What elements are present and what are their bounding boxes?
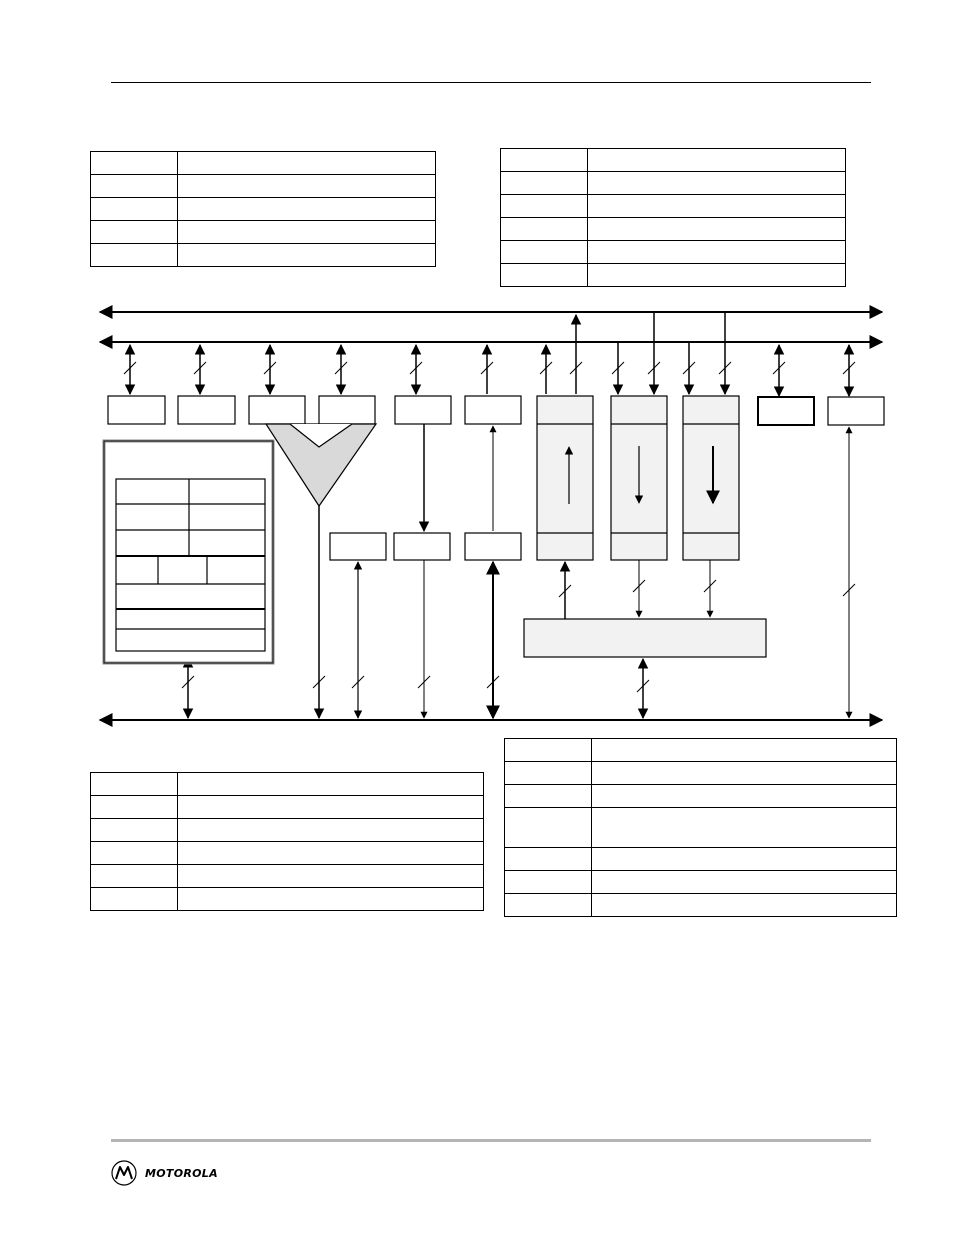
block-8 — [828, 397, 884, 425]
mid-block-1 — [330, 533, 386, 560]
logo-text: MOTOROLA — [145, 1166, 218, 1180]
footer-rule — [111, 1139, 871, 1142]
block-7 — [758, 397, 814, 425]
fifo-block-3 — [683, 396, 739, 560]
motorola-batwing-logo-icon — [111, 1160, 137, 1186]
mid-block-2 — [394, 533, 450, 560]
interface-block — [524, 619, 766, 657]
mid-block-3 — [465, 533, 521, 560]
block-6 — [465, 396, 521, 424]
block-5 — [395, 396, 451, 424]
block-3 — [249, 396, 305, 424]
block-4 — [319, 396, 375, 424]
block-1 — [108, 396, 165, 424]
fifo-block-1 — [537, 396, 593, 560]
footer-logo — [111, 1160, 218, 1186]
register-file-block — [104, 441, 273, 663]
block-2 — [178, 396, 235, 424]
